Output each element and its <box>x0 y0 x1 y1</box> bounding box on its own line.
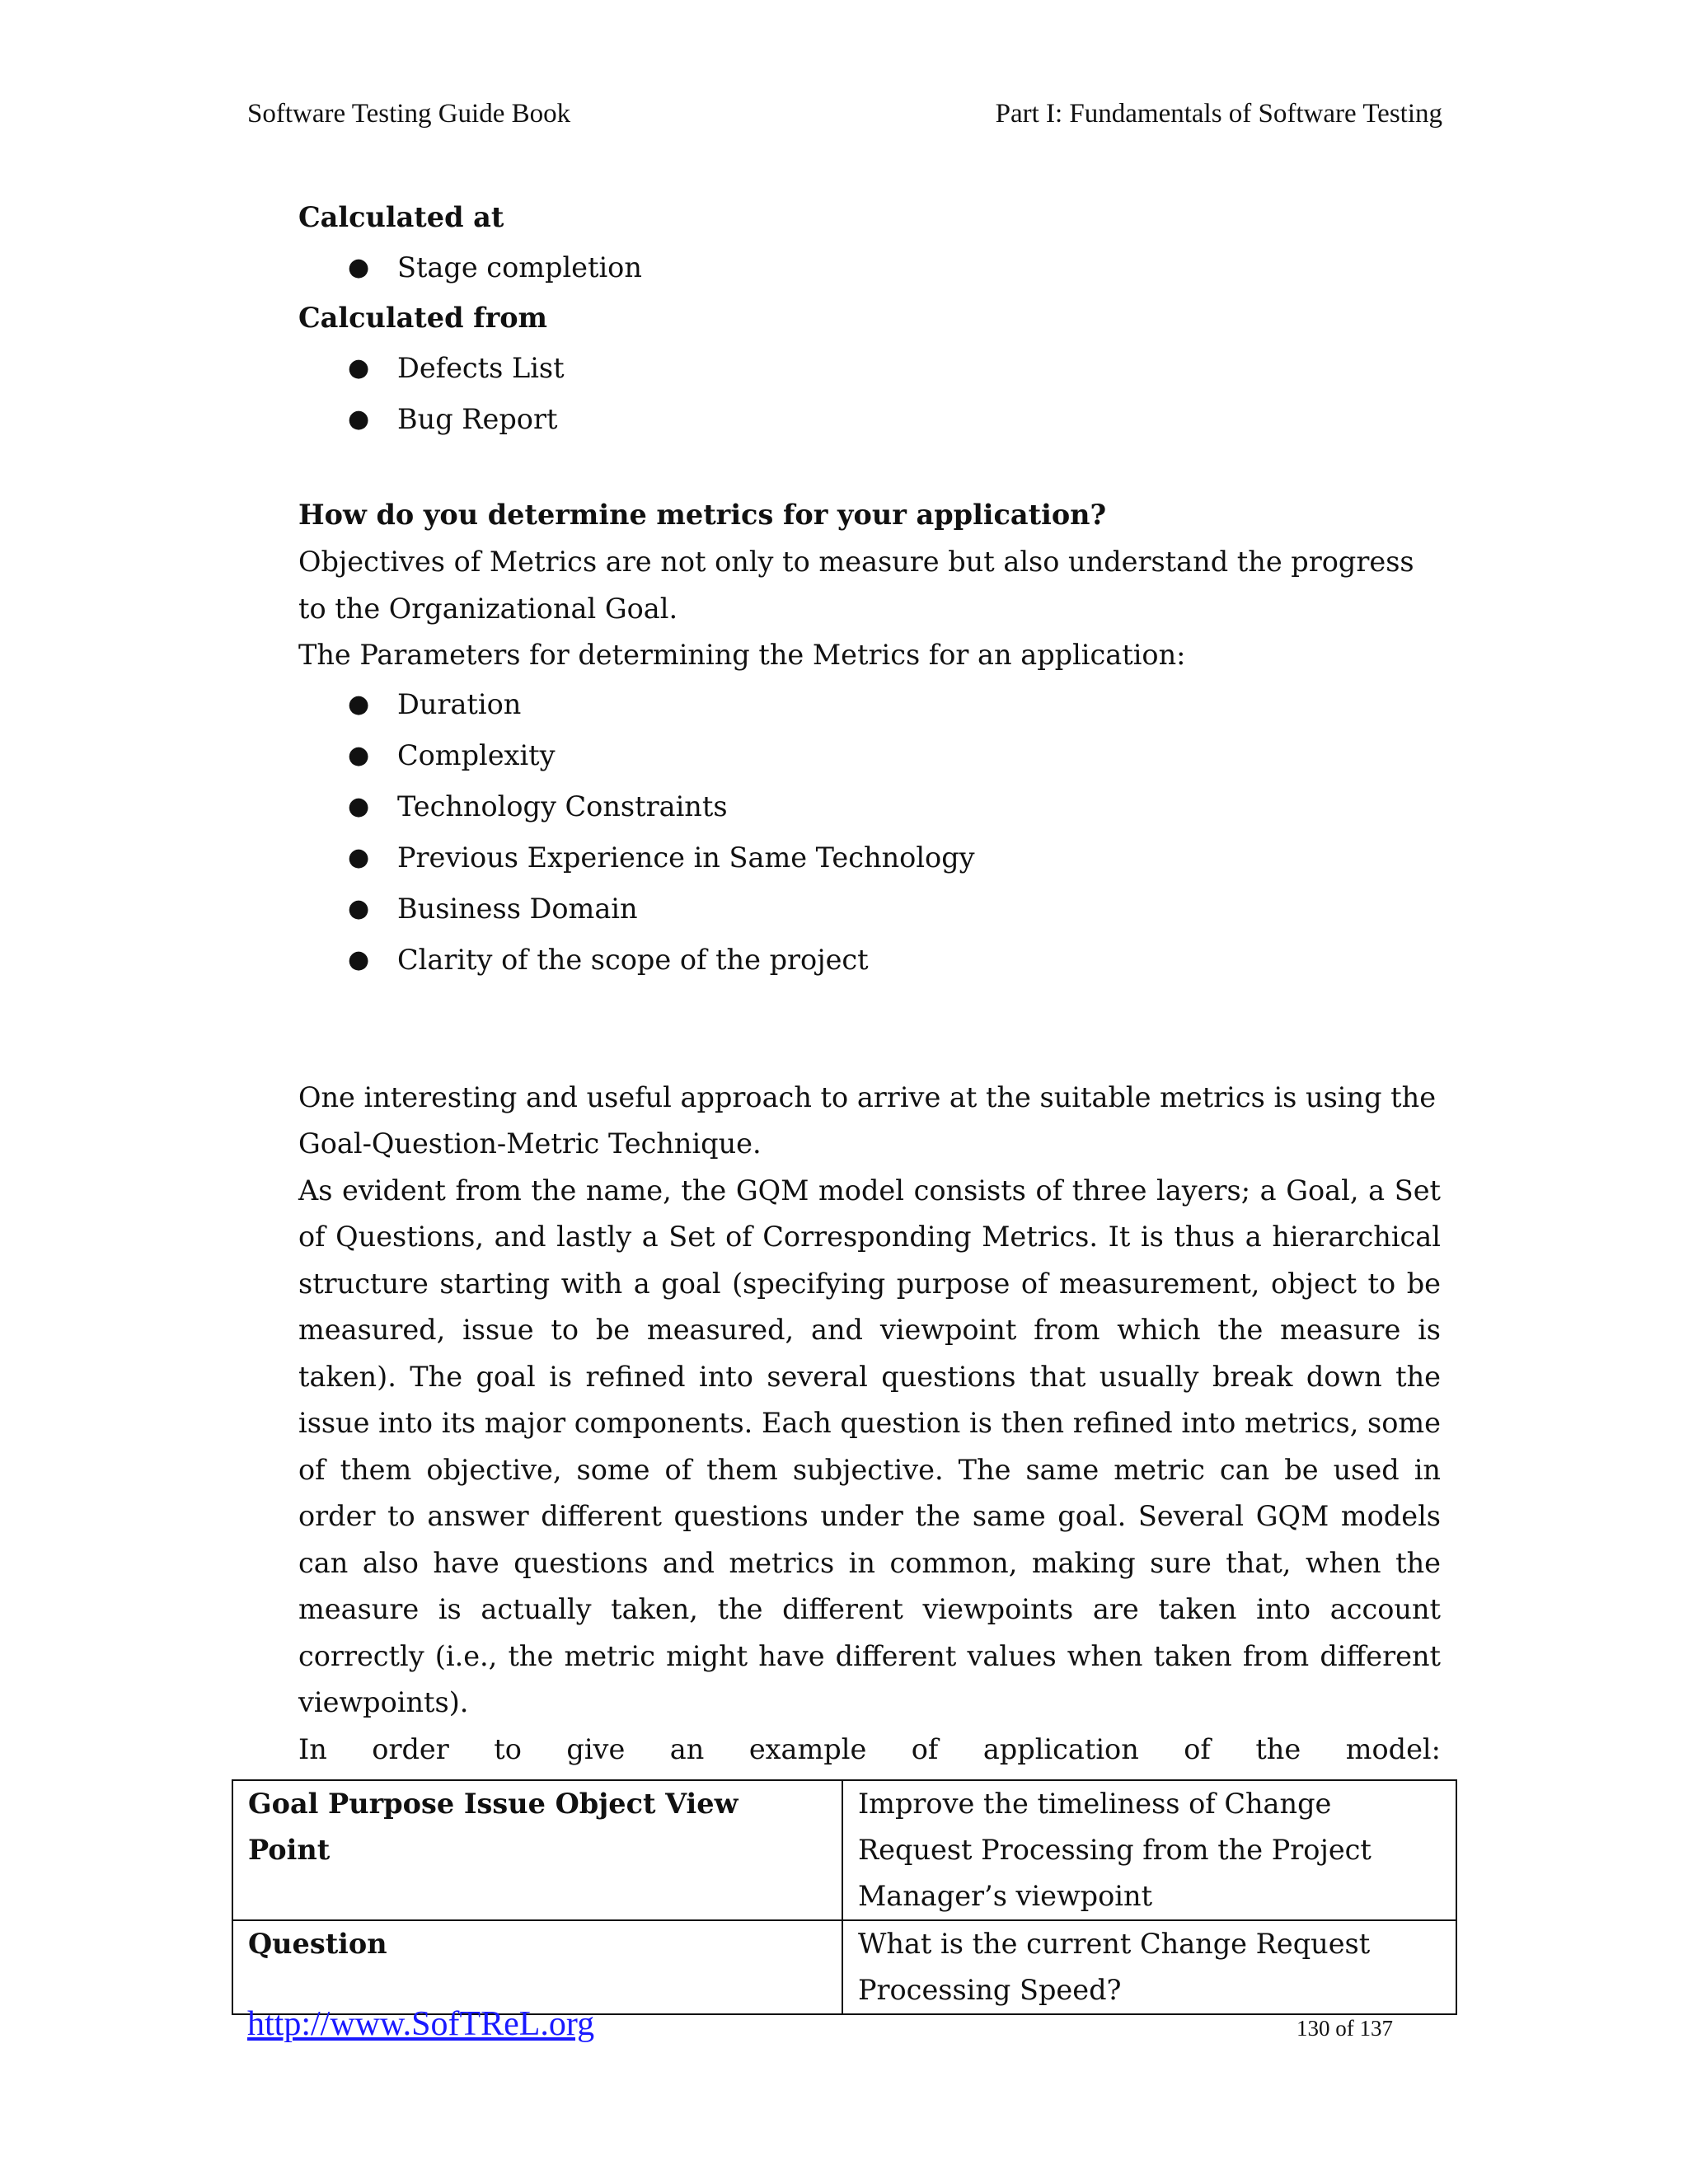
list-item: ● Previous Experience in Same Technology <box>298 832 1441 883</box>
parameters-intro: The Parameters for determining the Metrics for an application: <box>298 639 1186 671</box>
list-item: ● Business Domain <box>298 883 1441 935</box>
section-heading: How do you determine metrics for your application? <box>298 499 1107 531</box>
book-title: Software Testing Guide Book <box>247 99 571 129</box>
page-number: 130 of 137 <box>1296 2016 1393 2041</box>
list-item: ● Clarity of the scope of the project <box>298 935 1441 986</box>
table-row <box>232 1920 1456 2014</box>
bullet-icon: ● <box>348 791 370 821</box>
calculated-at-label: Calculated at <box>298 201 504 233</box>
parameters-list <box>298 679 1441 986</box>
table-cell-value: What is the current Change Request Processing Speed? <box>842 1920 1456 2014</box>
page-footer <box>247 2004 1393 2054</box>
gqm-intro-paragraph: One interesting and useful approach to arrive at the suitable metrics is using the Goal-Question-Metric Technique. <box>298 1080 1437 1160</box>
table-cell-key: Question <box>232 1920 842 2014</box>
gqm-table <box>232 1779 1457 2015</box>
objectives-paragraph: Objectives of Metrics are not only to measure but also understand the progress to the Organizational Goal. <box>298 546 1414 625</box>
list-item: ● Defects List <box>298 343 1441 394</box>
list-item: ● Complexity <box>298 730 1441 781</box>
bullet-icon: ● <box>348 944 370 974</box>
calculated-from-list <box>298 343 1441 445</box>
calculated-at-list <box>298 242 1441 293</box>
page-content <box>298 193 1441 1773</box>
bullet-icon: ● <box>348 354 370 382</box>
table-row <box>232 1780 1456 1920</box>
bullet-icon: ● <box>348 405 370 434</box>
calculated-from-label: Calculated from <box>298 302 548 334</box>
gqm-description-paragraph: As evident from the name, the GQM model consists of three layers; a Goal, a Set of Questions, and lastly a Set of Corresponding Metrics. It is thus a hierarchical structure starting with a goal (specifying purpose of measurement, object to be measured, issue to be measured, and viewpoint from which the measure is taken). The goal is refined into several questions that usually break down the issue into its major components. Each question is then refined into metrics, some of them objective, some of them subjective. The same metric can be used in order to answer different questions under the same goal. Several GQM models can also have questions and metrics in common, making sure that, when the measure is actually taken, the different viewpoints are taken into account correctly (i.e., the metric might have different values when taken from different viewpoints). <box>298 1174 1441 1718</box>
table-cell-value: Improve the timeliness of Change Request Processing from the Project Manager’s viewpoint <box>842 1780 1456 1920</box>
list-item: ● Bug Report <box>298 394 1441 445</box>
list-item: ● Duration <box>298 679 1441 730</box>
list-item: ● Stage completion <box>298 242 1441 293</box>
example-line: In order to give an example of application of the model: <box>298 1732 1441 1765</box>
site-link[interactable]: http://www.SofTReL.org <box>247 2005 595 2043</box>
bullet-icon: ● <box>348 740 370 770</box>
part-title: Part I: Fundamentals of Software Testing <box>995 99 1442 129</box>
bullet-icon: ● <box>348 689 370 719</box>
bullet-icon: ● <box>348 253 370 282</box>
list-item: ● Technology Constraints <box>298 781 1441 832</box>
table-cell-key: Goal Purpose Issue Object View Point <box>232 1780 842 1920</box>
running-header <box>247 97 1442 130</box>
bullet-icon: ● <box>348 842 370 872</box>
bullet-icon: ● <box>348 893 370 923</box>
